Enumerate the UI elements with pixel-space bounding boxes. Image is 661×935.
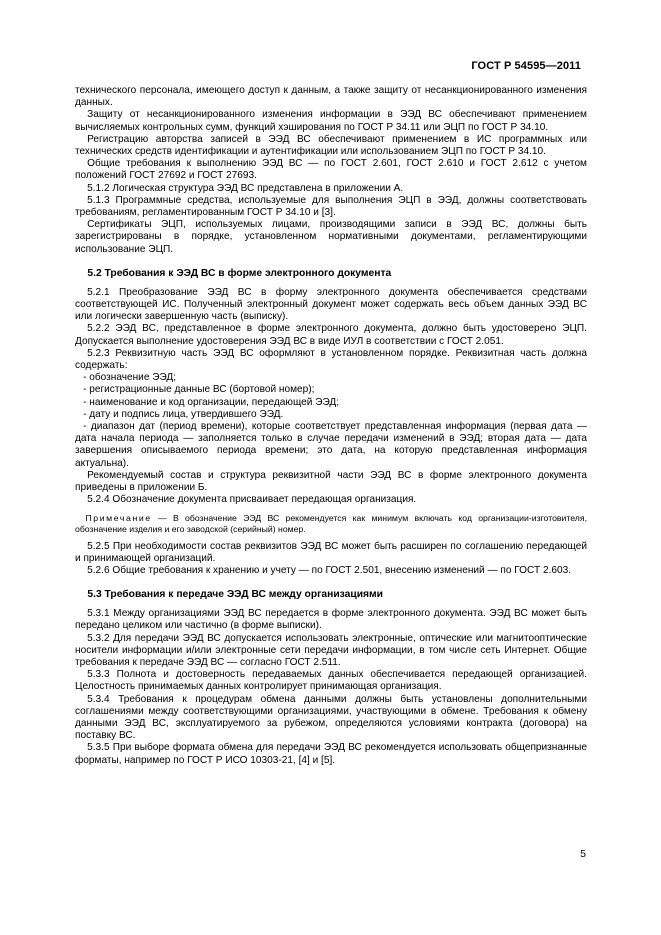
document-header: ГОСТ Р 54595—2011: [471, 60, 581, 72]
paragraph: Сертификаты ЭЦП, используемых лицами, производящими записи в ЭЭД ВС, должны быть зарегистрированы в порядке, установленном нормативными документами, регламентирующими использование ЭЦП.: [75, 219, 587, 255]
paragraph: 5.2.5 При необходимости состав реквизитов ЭЭД ВС может быть расширен по соглашению передающей и принимающей организаций.: [75, 540, 587, 564]
section-heading-5-2: 5.2 Требования к ЭЭД ВС в форме электронного документа: [87, 267, 392, 279]
paragraph: Рекомендуемый состав и структура реквизитной части ЭЭД ВС в форме электронного документа приведены в приложении Б.: [75, 469, 587, 494]
paragraph: 5.3.4 Требования к процедурам обмена данными должны быть установлены дополнительными соглашениями между соответствующими организациями, участвующими в обмене. Требования к обмену данными ЭЭД ВС, эксплуатируемого за рубежом, определяются условиями контракта (договора) на поставку ВС.: [75, 693, 587, 742]
paragraph: Общие требования к выполнению ЭЭД ВС — по ГОСТ 2.601, ГОСТ 2.610 и ГОСТ 2.612 с учетом положений ГОСТ 27692 и ГОСТ 27693.: [75, 158, 587, 182]
paragraph: 5.3.5 При выборе формата обмена для передачи ЭЭД ВС рекомендуется использовать общепризнанные форматы, например по ГОСТ Р ИСО 10303-21, [4] и [5].: [75, 742, 587, 766]
paragraph: технического персонала, имеющего доступ к данным, а также защиту от несанкционированного изменения данных.: [75, 85, 587, 109]
note: [75, 513, 587, 535]
paragraph: 5.3.1 Между организациями ЭЭД ВС передается в форме электронного документа. ЭЭД ВС может быть передано целиком или частично (в форме выписки).: [75, 608, 587, 632]
paragraph: 5.3.2 Для передачи ЭЭД ВС допускается использовать электронные, оптические или магнитооптические носители информации и/или электронные сети передачи информации, в том числе сеть Интернет. Общие требования к передаче ЭЭД ВС — согласно ГОСТ 2.511.: [75, 632, 587, 668]
note-text: — В обозначение ЭЭД ВС рекомендуется как минимум включать код организации-изготовителя, обозначение изделия и его заводской (серийный) номер.: [75, 512, 587, 534]
paragraph: Защиту от несанкционированного изменения информации в ЭЭД ВС обеспечивают применением вычисляемых контрольных сумм, функций хэширования по ГОСТ Р 34.11 или ЭЦП по ГОСТ Р 34.10.: [75, 109, 587, 133]
list-item: - дату и подпись лица, утвердившего ЭЭД.: [83, 408, 284, 420]
paragraph: 5.2.1 Преобразование ЭЭД ВС в форму электронного документа обеспечивается средствами соответствующей ИС. Полученный электронный документ может содержать весь объем данных ЭЭД ВС или логически завершенную часть (выписку).: [75, 286, 587, 323]
page-number: 5: [580, 848, 586, 860]
paragraph: Регистрацию авторства записей в ЭЭД ВС обеспечивают применением в ИС программных или технических средств идентификации и аутентификации или использованием ЭЦП по ГОСТ Р 34.10.: [75, 133, 587, 158]
paragraph: 5.1.3 Программные средства, используемые для выполнения ЭЦП в ЭЭД, должны соответствовать требованиям, регламентированным ГОСТ Р 34.10 и [3].: [75, 194, 587, 219]
paragraph: 5.2.4 Обозначение документа присваивает передающая организация.: [87, 494, 417, 506]
paragraph: 5.3.3 Полнота и достоверность передаваемых данных обеспечивается передающей организацией. Целостность принимаемых данных контролирует принимающая организация.: [75, 669, 587, 693]
list-item: - наименование и код организации, передающей ЭЭД;: [83, 396, 340, 408]
paragraph: 5.1.2 Логическая структура ЭЭД ВС представлена в приложении А.: [87, 182, 404, 194]
document-body: [75, 85, 587, 767]
list-item: - диапазон дат (период времени), которые соответствует представленная информация (первая дата — дата начала периода — заполняется только в случае передачи изменений в ЭЭД; вторая дата — дата завершения описываемого периода времени; это дата, на которую представленная информация актуальна).: [75, 421, 587, 469]
requisites-list: [75, 372, 587, 470]
section-heading-5-3: 5.3 Требования к передаче ЭЭД ВС между организациями: [87, 589, 384, 601]
paragraph: 5.2.2 ЭЭД ВС, представленное в форме электронного документа, должно быть удостоверено ЭЦП. Допускается выполнение удостоверения ЭЭД ВС в виде ИУЛ в соответствии с ГОСТ 2.051.: [75, 323, 587, 347]
paragraph: 5.2.6 Общие требования к хранению и учету — по ГОСТ 2.501, внесению изменений — по ГОСТ 2.603.: [87, 564, 572, 576]
list-item: - регистрационные данные ВС (бортовой номер);: [83, 384, 315, 396]
list-item: - обозначение ЭЭД;: [83, 372, 177, 384]
paragraph: 5.2.3 Реквизитную часть ЭЭД ВС оформляют в установленном порядке. Реквизитная часть должна содержать:: [75, 347, 587, 372]
note-label: Примечание: [85, 512, 152, 523]
